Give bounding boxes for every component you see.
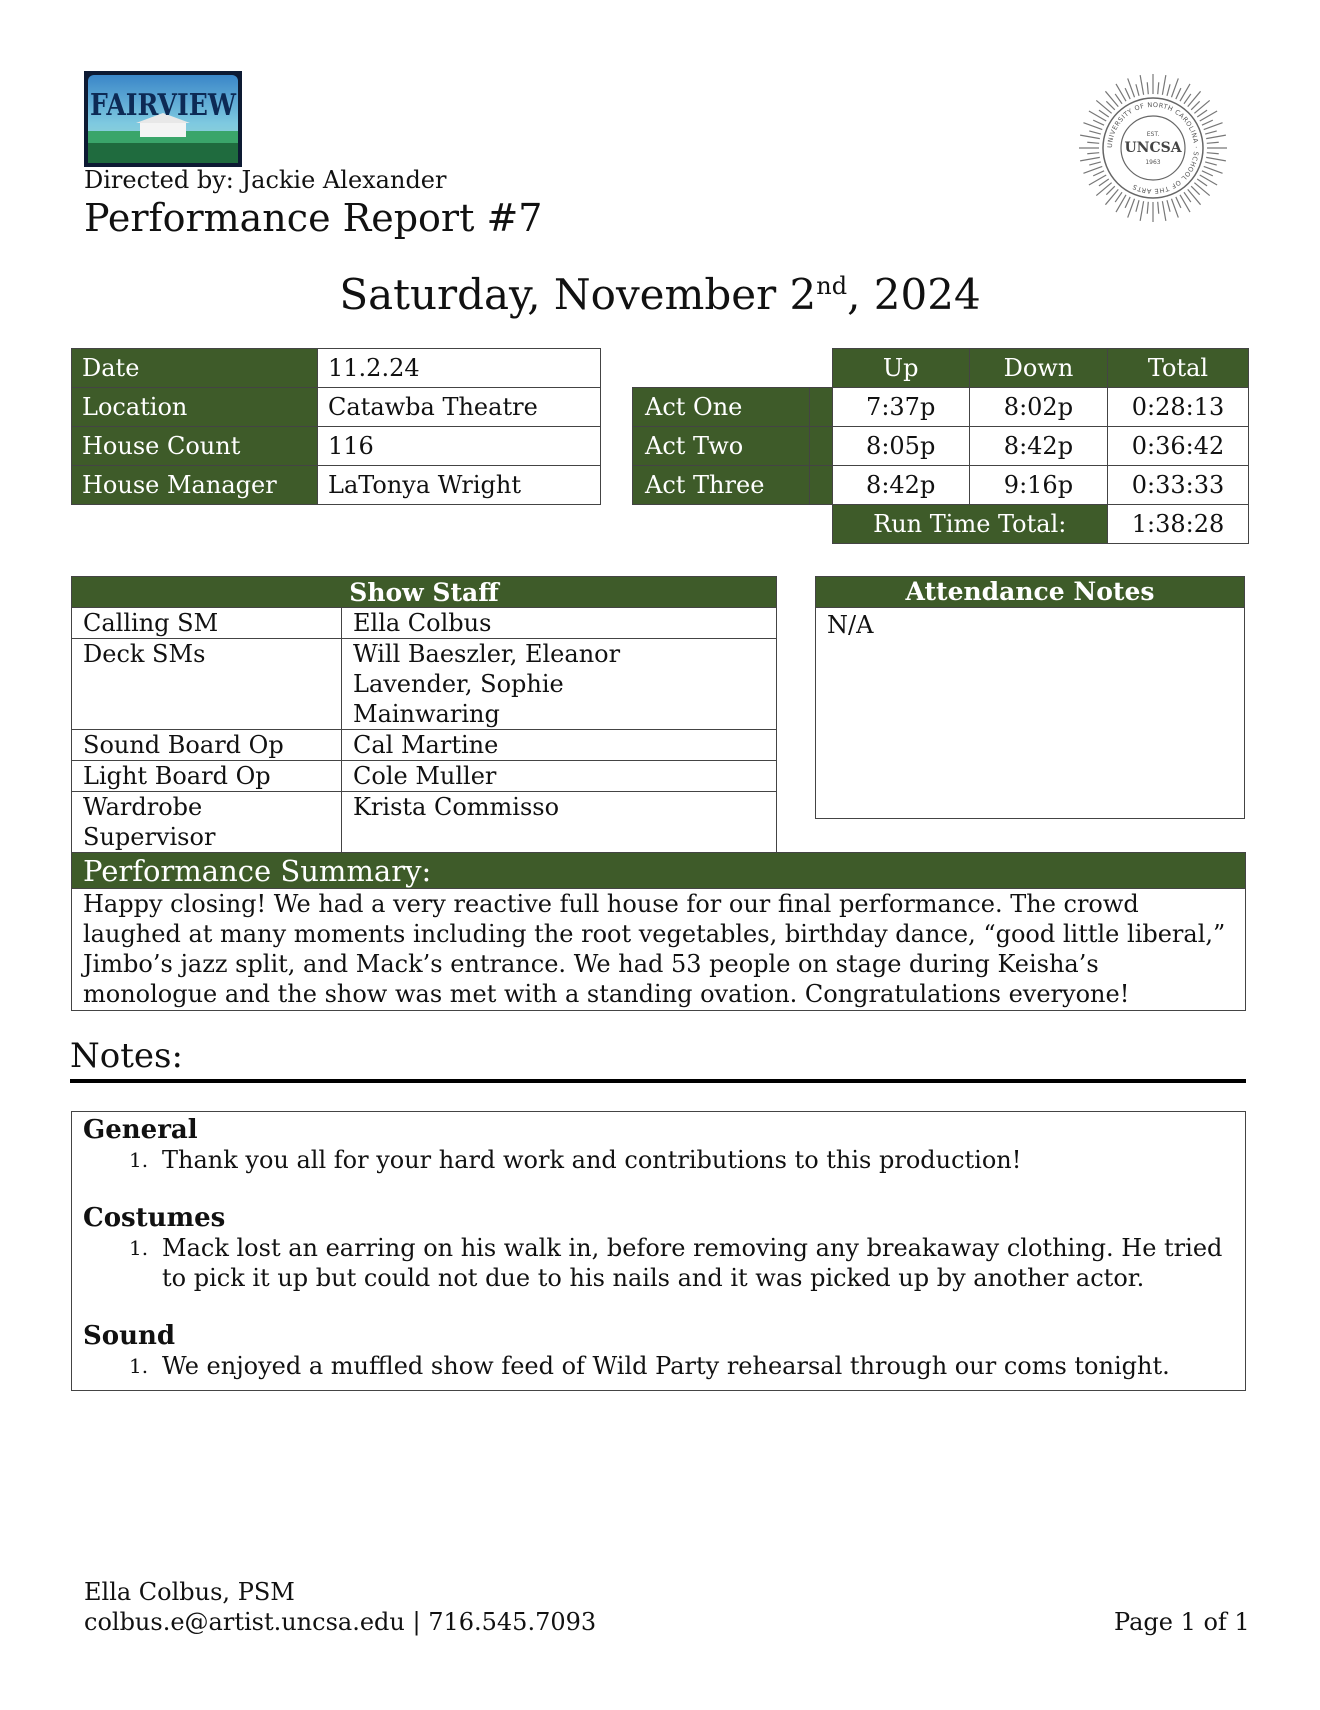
staff-role: Calling SM xyxy=(72,608,342,639)
info-table xyxy=(71,348,601,505)
seal-ray xyxy=(1093,171,1104,176)
uncsa-seal xyxy=(1073,68,1233,228)
footer-name: Ella Colbus, PSM xyxy=(84,1578,295,1606)
fairview-logo xyxy=(84,71,242,167)
list-item xyxy=(83,1351,1234,1381)
attendance-notes-title: Attendance Notes xyxy=(816,577,1244,607)
seal-ray xyxy=(1105,91,1118,106)
notes-title: Notes: xyxy=(70,1036,183,1076)
act-row xyxy=(633,388,1249,427)
run-time-label: Run Time Total: xyxy=(832,505,1107,544)
act-total: 0:28:13 xyxy=(1107,388,1248,427)
info-row xyxy=(72,466,601,505)
seal-ray xyxy=(1083,166,1102,173)
seal-ray xyxy=(1147,202,1148,214)
seal-ray xyxy=(1167,84,1170,96)
info-value: 11.2.24 xyxy=(318,349,601,388)
act-down: 9:16p xyxy=(969,466,1107,505)
seal-ray xyxy=(1089,175,1106,185)
seal-ray xyxy=(1087,142,1099,143)
seal-ray xyxy=(1206,135,1226,138)
performance-date-heading xyxy=(0,270,1320,319)
seal-ray xyxy=(1206,157,1226,160)
seal-ray xyxy=(1099,179,1109,186)
info-row xyxy=(72,388,601,427)
info-label: Date xyxy=(72,349,318,388)
staff-row xyxy=(72,639,777,730)
staff-role: Wardrobe Supervisor xyxy=(72,792,342,853)
seal-ray xyxy=(1080,157,1100,160)
seal-ray xyxy=(1162,201,1165,221)
staff-name: Cole Muller xyxy=(342,761,777,792)
list-item xyxy=(83,1145,1234,1175)
act-up: 8:42p xyxy=(832,466,969,505)
performance-summary-text: Happy closing! We had a very reactive full house for our final performance. The crowd laughed at many moments including the root vegetables, birthday dance, “good little liberal,” Jimbo’s jazz split, and Mack’s entrance. We had 53 people on stage during Keisha’s monologue and the show was met with a standing ovation. Congratulations everyone! xyxy=(72,888,1245,1010)
seal-ray xyxy=(1096,100,1111,113)
list-item-text: We enjoyed a muffled show feed of Wild Party rehearsal through our coms tonight. xyxy=(162,1352,1170,1380)
seal-ray xyxy=(1106,186,1114,194)
seal-ray xyxy=(1191,101,1199,109)
seal-ray xyxy=(1207,142,1219,143)
seal-ray xyxy=(1200,175,1217,185)
seal-ray xyxy=(1204,123,1223,130)
staff-role: Sound Board Op xyxy=(72,730,342,761)
seal-ray xyxy=(1125,197,1130,208)
seal-ray xyxy=(1180,84,1190,101)
staff-row xyxy=(72,792,777,853)
staff-row xyxy=(72,761,777,792)
seal-ray xyxy=(1197,179,1207,186)
info-label: House Count xyxy=(72,427,318,466)
seal-ray xyxy=(1116,195,1126,212)
seal-est: EST. xyxy=(1146,131,1160,138)
seal-ray xyxy=(1136,84,1139,96)
seal-ray xyxy=(1089,162,1101,165)
seal-ray xyxy=(1171,199,1178,218)
times-header: Down xyxy=(969,349,1107,388)
seal-ray xyxy=(1128,199,1135,218)
staff-role: Deck SMs xyxy=(72,639,342,730)
staff-row xyxy=(72,608,777,639)
seal-ray xyxy=(1083,123,1102,130)
act-row xyxy=(633,427,1249,466)
seal-ray xyxy=(1089,111,1106,121)
seal-ray xyxy=(1188,189,1201,204)
report-title: Performance Report #7 xyxy=(84,196,543,240)
seal-ray xyxy=(1140,75,1143,95)
act-row xyxy=(633,466,1249,505)
run-time-row xyxy=(633,505,1249,544)
seal-ray xyxy=(1093,120,1104,125)
show-staff-title: Show Staff xyxy=(72,577,777,608)
seal-ray xyxy=(1191,186,1199,194)
staff-role: Light Board Op xyxy=(72,761,342,792)
info-value: Catawba Theatre xyxy=(318,388,601,427)
info-label: House Manager xyxy=(72,466,318,505)
seal-ray xyxy=(1087,153,1099,154)
directed-by: Directed by: Jackie Alexander xyxy=(84,166,447,194)
seal-ray xyxy=(1158,82,1159,94)
notes-dept-sound: Sound xyxy=(83,1321,176,1351)
date-year: , 2024 xyxy=(847,270,981,319)
seal-ray xyxy=(1194,183,1209,196)
seal-ray xyxy=(1171,78,1178,97)
seal-ray xyxy=(1200,111,1217,121)
seal-ray xyxy=(1096,183,1111,196)
seal-ray xyxy=(1162,75,1165,95)
act-label: Act Two xyxy=(633,427,810,466)
seal-ray xyxy=(1205,131,1217,134)
attendance-notes-text: N/A xyxy=(816,607,1244,642)
seal-ray xyxy=(1167,200,1170,212)
seal-text: UNCSA xyxy=(1124,140,1182,156)
seal-ray xyxy=(1202,120,1213,125)
seal-ray xyxy=(1106,101,1114,109)
info-row xyxy=(72,349,601,388)
staff-name: Krista Commisso xyxy=(342,792,777,853)
date-ordinal: nd xyxy=(816,272,848,300)
times-header: Up xyxy=(832,349,969,388)
seal-ray xyxy=(1105,189,1118,204)
seal-ray xyxy=(1205,162,1217,165)
staff-name: Will Baeszler, Eleanor Lavender, Sophie Mainwaring xyxy=(342,639,777,730)
seal-ray xyxy=(1176,197,1181,208)
staff-name: Cal Martine xyxy=(342,730,777,761)
act-label: Act One xyxy=(633,388,810,427)
act-total: 0:36:42 xyxy=(1107,427,1248,466)
seal-ray xyxy=(1089,131,1101,134)
run-times-table xyxy=(632,348,1249,544)
notes-dept-general: General xyxy=(83,1115,198,1145)
list-item xyxy=(83,1233,1234,1293)
staff-row xyxy=(72,730,777,761)
footer-page-number: Page 1 of 1 xyxy=(1114,1608,1250,1636)
seal-ray xyxy=(1158,202,1159,214)
seal-ray xyxy=(1180,195,1190,212)
seal-ray xyxy=(1147,82,1148,94)
seal-ray xyxy=(1080,135,1100,138)
list-item-number: 1. xyxy=(129,1148,149,1172)
seal-ray xyxy=(1099,110,1109,117)
seal-ray xyxy=(1176,88,1181,99)
act-up: 8:05p xyxy=(832,427,969,466)
list-item-text: Mack lost an earring on his walk in, before removing any breakaway clothing. He tried to pick it up but could not due to his nails and it was picked up by another actor. xyxy=(162,1234,1223,1292)
act-down: 8:02p xyxy=(969,388,1107,427)
seal-year: 1963 xyxy=(1145,159,1161,166)
seal-ray xyxy=(1125,88,1130,99)
seal-ray xyxy=(1194,100,1209,113)
info-row xyxy=(72,427,601,466)
act-total: 0:33:33 xyxy=(1107,466,1248,505)
seal-ring-text: UNIVERSITY OF NORTH CAROLINA · SCHOOL OF THE ARTS xyxy=(1105,100,1201,196)
seal-ray xyxy=(1128,78,1135,97)
performance-summary-title: Performance Summary: xyxy=(72,853,1245,888)
seal-ray xyxy=(1207,153,1219,154)
act-label: Act Three xyxy=(633,466,810,505)
seal-ray xyxy=(1184,192,1191,202)
seal-ray xyxy=(1115,94,1122,104)
list-item-text: Thank you all for your hard work and contributions to this production! xyxy=(162,1146,1022,1174)
list-item-number: 1. xyxy=(129,1354,149,1378)
info-value: 116 xyxy=(318,427,601,466)
info-value: LaTonya Wright xyxy=(318,466,601,505)
seal-ray xyxy=(1140,201,1143,221)
times-header: Total xyxy=(1107,349,1248,388)
seal-ray xyxy=(1136,200,1139,212)
seal-ray xyxy=(1197,110,1207,117)
seal-ray xyxy=(1184,94,1191,104)
footer-contact: colbus.e@artist.uncsa.edu | 716.545.7093 xyxy=(84,1608,597,1636)
logo-text: FAIRVIEW xyxy=(90,88,238,123)
seal-ray xyxy=(1188,91,1201,106)
seal-ray xyxy=(1204,166,1223,173)
times-header-row xyxy=(633,349,1249,388)
notes-box xyxy=(71,1111,1246,1391)
act-up: 7:37p xyxy=(832,388,969,427)
notes-dept-costumes: Costumes xyxy=(83,1203,226,1233)
performance-summary xyxy=(71,852,1246,1011)
seal-ray xyxy=(1115,192,1122,202)
act-down: 8:42p xyxy=(969,427,1107,466)
date-main: Saturday, November 2 xyxy=(339,270,817,319)
seal-ray xyxy=(1202,171,1213,176)
show-staff-table xyxy=(71,576,777,853)
list-item-number: 1. xyxy=(129,1236,149,1260)
staff-name: Ella Colbus xyxy=(342,608,777,639)
attendance-notes xyxy=(815,576,1245,819)
seal-ray xyxy=(1116,84,1126,101)
info-label: Location xyxy=(72,388,318,427)
notes-divider xyxy=(70,1079,1246,1083)
run-time-value: 1:38:28 xyxy=(1107,505,1248,544)
